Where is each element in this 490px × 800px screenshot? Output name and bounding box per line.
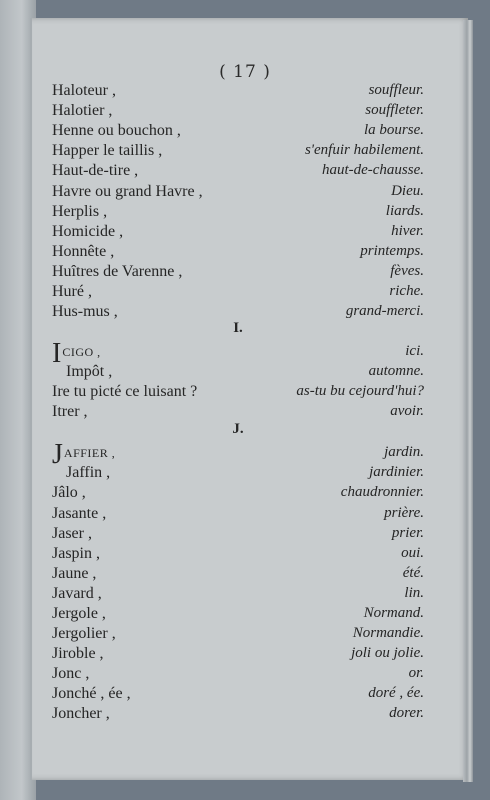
smallcaps-term: AFFIER , bbox=[63, 446, 116, 460]
entry-term: Javard , bbox=[52, 585, 102, 602]
entry-term: Jaune , bbox=[52, 565, 97, 582]
entry-jaffier bbox=[52, 439, 424, 470]
entry-gloss: jardinier. bbox=[369, 464, 424, 480]
entry-jaffin bbox=[52, 464, 424, 484]
entry-term: Jonc , bbox=[52, 665, 90, 682]
entry-halotier bbox=[52, 102, 424, 122]
entry-gloss: souffleur. bbox=[368, 82, 424, 98]
smallcaps-term: CIGO , bbox=[62, 345, 101, 359]
entry-gloss: grand-merci. bbox=[345, 303, 424, 319]
entry-gloss: or. bbox=[408, 665, 424, 681]
entry-herplis bbox=[52, 203, 424, 223]
entry-gloss: automne. bbox=[368, 363, 424, 379]
entry-term: Itrer , bbox=[52, 403, 88, 420]
entry-gloss: Normandie. bbox=[352, 625, 424, 641]
entry-gloss: joli ou jolie. bbox=[351, 645, 424, 661]
entry-term: Jaffin , bbox=[66, 464, 111, 481]
entry-jonche bbox=[52, 685, 424, 705]
entry-huitres bbox=[52, 263, 424, 283]
entry-gloss: liards. bbox=[385, 203, 424, 219]
drop-initial: I bbox=[52, 338, 62, 369]
entry-haut-de-tire bbox=[52, 162, 424, 182]
entry-term: Havre ou grand Havre , bbox=[52, 183, 203, 200]
entry-term: Jergole , bbox=[52, 605, 106, 622]
entry-ire-tu-picte bbox=[52, 383, 424, 403]
entry-itrer bbox=[52, 403, 424, 423]
entry-haloteur bbox=[52, 82, 424, 102]
entry-honnete bbox=[52, 243, 424, 263]
entry-term: Huré , bbox=[52, 283, 92, 300]
entry-gloss: la bourse. bbox=[364, 122, 424, 138]
entry-term: Honnête , bbox=[52, 243, 115, 260]
entry-term: Jâlo , bbox=[52, 484, 86, 501]
entry-gloss: chaudronnier. bbox=[340, 484, 424, 500]
entry-gloss: doré , ée. bbox=[368, 685, 424, 701]
section-heading-i: I. bbox=[233, 320, 243, 336]
entry-term: Haut-de-tire , bbox=[52, 162, 139, 179]
entry-gloss: fèves. bbox=[390, 263, 424, 279]
entry-jaspin bbox=[52, 545, 424, 565]
entry-term: Jergolier , bbox=[52, 625, 116, 642]
page-stack-edge bbox=[463, 20, 473, 782]
entry-icigo bbox=[52, 338, 424, 369]
entry-term: Ire tu picté ce luisant ? bbox=[52, 383, 198, 400]
entry-havre bbox=[52, 183, 424, 203]
entry-jalo bbox=[52, 484, 424, 504]
entry-gloss: s'enfuir habilement. bbox=[304, 142, 424, 158]
entry-gloss: été. bbox=[402, 565, 424, 581]
entry-term: Haloteur , bbox=[52, 82, 116, 99]
page-number: ( 17 ) bbox=[219, 62, 271, 82]
entry-jonc bbox=[52, 665, 424, 685]
entry-term: Hus-mus , bbox=[52, 303, 118, 320]
entry-gloss: dorer. bbox=[389, 705, 424, 721]
entry-joncher bbox=[52, 705, 424, 725]
entry-term: Jasante , bbox=[52, 505, 107, 522]
entry-gloss: Normand. bbox=[363, 605, 424, 621]
entry-gloss: souffleter. bbox=[365, 102, 424, 118]
entry-term: Joncher , bbox=[52, 705, 110, 722]
entry-hure bbox=[52, 283, 424, 303]
entry-term bbox=[52, 439, 116, 470]
entry-term: Happer le taillis , bbox=[52, 142, 163, 159]
entry-gloss: jardin. bbox=[384, 444, 424, 460]
entry-gloss: Dieu. bbox=[391, 183, 424, 199]
entry-jiroble bbox=[52, 645, 424, 665]
entry-term: Jaspin , bbox=[52, 545, 100, 562]
entry-gloss: hiver. bbox=[391, 223, 424, 239]
entry-term: Impôt , bbox=[66, 363, 113, 380]
entry-gloss: haut-de-chausse. bbox=[321, 162, 424, 178]
entry-jergole bbox=[52, 605, 424, 625]
entry-jergolier bbox=[52, 625, 424, 645]
entry-gloss: oui. bbox=[401, 545, 424, 561]
entry-term: Henne ou bouchon , bbox=[52, 122, 181, 139]
entry-gloss: printemps. bbox=[360, 243, 424, 259]
entry-gloss: ici. bbox=[405, 343, 424, 359]
entry-jaser bbox=[52, 525, 424, 545]
entry-gloss: avoir. bbox=[390, 403, 424, 419]
entry-henne bbox=[52, 122, 424, 142]
entry-term bbox=[52, 338, 101, 369]
entry-term: Homicide , bbox=[52, 223, 124, 240]
entry-term: Jaser , bbox=[52, 525, 92, 542]
entry-impot bbox=[52, 363, 424, 383]
entry-gloss: riche. bbox=[389, 283, 424, 299]
entry-javard bbox=[52, 585, 424, 605]
entry-term: Jonché , ée , bbox=[52, 685, 131, 702]
entry-gloss: as-tu bu cejourd'hui? bbox=[296, 383, 424, 399]
entry-jaune bbox=[52, 565, 424, 585]
entry-term: Halotier , bbox=[52, 102, 113, 119]
drop-initial: J bbox=[52, 439, 63, 470]
entry-happer bbox=[52, 142, 424, 162]
entry-gloss: prier. bbox=[391, 525, 424, 541]
entry-term: Huîtres de Varenne , bbox=[52, 263, 183, 280]
entry-gloss: lin. bbox=[404, 585, 424, 601]
entry-term: Jiroble , bbox=[52, 645, 104, 662]
section-heading-j: J. bbox=[232, 421, 244, 437]
entry-jasante bbox=[52, 505, 424, 525]
entry-term: Herplis , bbox=[52, 203, 108, 220]
entry-homicide bbox=[52, 223, 424, 243]
entry-gloss: prière. bbox=[384, 505, 424, 521]
